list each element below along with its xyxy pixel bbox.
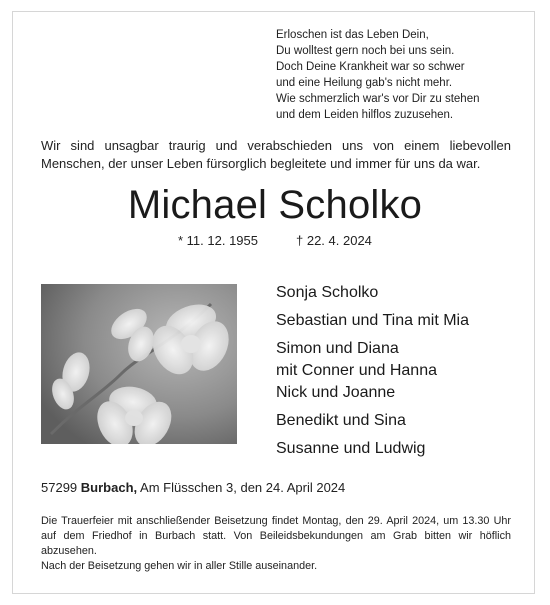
mourner-group	[276, 310, 469, 332]
mourner-group	[276, 282, 469, 304]
poem-line: und dem Leiden hilflos zuzusehen.	[276, 109, 454, 121]
mourner-group	[276, 438, 469, 460]
mourner-name: Susanne und Ludwig	[276, 440, 426, 457]
mourner-name: Nick und Joanne	[276, 384, 396, 401]
poem-line: Erloschen ist das Leben Dein,	[276, 29, 429, 41]
orchid-photo	[41, 284, 237, 444]
poem-line: Doch Deine Krankheit war so schwer	[276, 61, 465, 73]
funeral-info: Die Trauerfeier mit anschließender Beisetzung findet Montag, den 29. April 2024, um 13.30 Uhr auf dem Friedhof in Burbach statt. Von Beileidsbekundungen am Grab bitten wir höflich abzusehen.	[41, 515, 511, 557]
poem	[276, 27, 480, 123]
zip-code: 57299	[41, 480, 78, 495]
mourner-group	[276, 410, 469, 432]
mourner-name: mit Conner und Hanna	[276, 362, 437, 379]
birth-date: * 11. 12. 1955	[178, 233, 258, 248]
mourner-group	[276, 338, 469, 404]
poem-line: und eine Heilung gab's nicht mehr.	[276, 77, 453, 89]
poem-line: Du wolltest gern noch bei uns sein.	[276, 45, 455, 57]
mourner-name: Benedikt und Sina	[276, 412, 406, 429]
deceased-name: Michael Scholko	[127, 183, 423, 227]
poem-line: Wie schmerzlich war's vor Dir zu stehen	[276, 93, 480, 105]
town-name: Burbach,	[80, 480, 138, 495]
mourners-list	[276, 282, 469, 466]
place-and-date	[41, 480, 345, 495]
mourner-name: Sonja Scholko	[276, 284, 379, 301]
closing-note: Nach der Beisetzung gehen wir in aller Stille auseinander.	[41, 560, 318, 572]
mourner-name: Simon und Diana	[276, 340, 399, 357]
address-date: Am Flüsschen 3, den 24. April 2024	[140, 480, 346, 495]
death-date: † 22. 4. 2024	[296, 233, 372, 248]
mourner-name: Sebastian und Tina mit Mia	[276, 312, 469, 329]
intro-text: Wir sind unsagbar traurig und verabschieden uns von einem liebevollen Menschen, der unser Leben fürsorglich begleitete und immer für uns da war.	[41, 138, 511, 171]
